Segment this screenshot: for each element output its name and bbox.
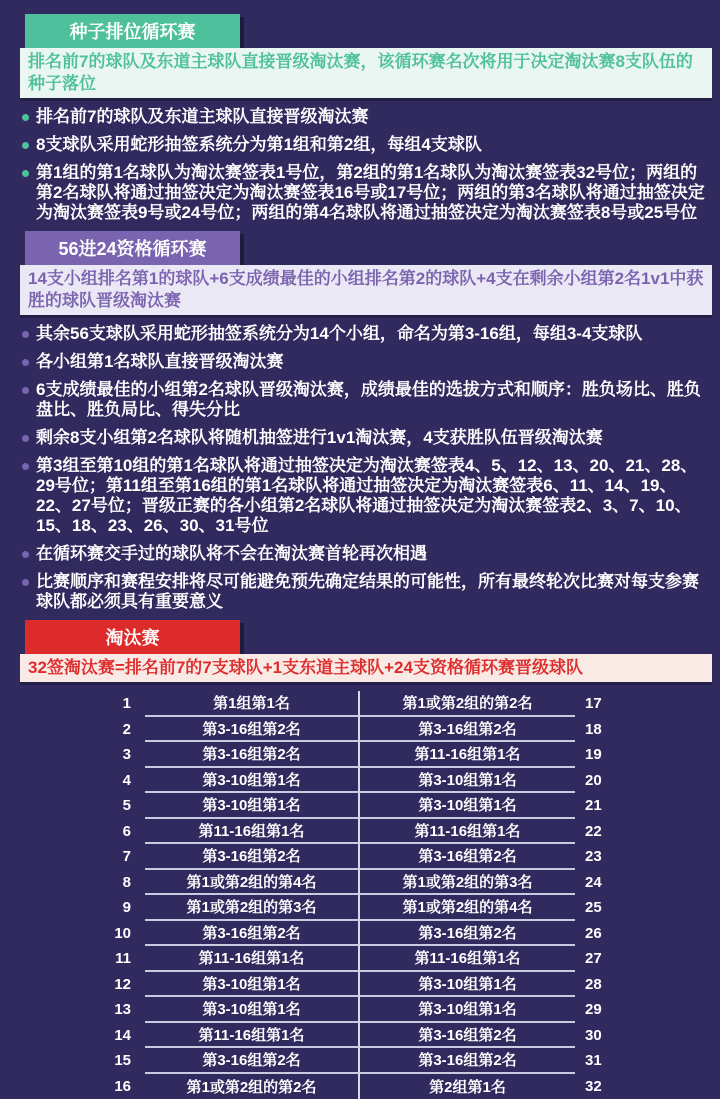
- seed-bullet-list: [0, 107, 720, 223]
- bracket-right-seed: 第3-10组第1名: [360, 997, 575, 1023]
- bracket-right-seed: 第11-16组第1名: [360, 742, 575, 768]
- bracket-slot-number-left: 11: [0, 946, 145, 972]
- bracket-right-seed: 第11-16组第1名: [360, 819, 575, 845]
- bracket-right-seed: 第1或第2组的第2名: [360, 691, 575, 717]
- bracket-row: [0, 691, 720, 717]
- bracket-row: [0, 997, 720, 1023]
- bracket-slot-number-right: 19: [575, 742, 720, 768]
- bracket-slot-number-right: 29: [575, 997, 720, 1023]
- bracket-slot-number-left: 13: [0, 997, 145, 1023]
- bracket-row: [0, 717, 720, 743]
- bracket-row: [0, 870, 720, 896]
- bullet-item: 6支成绩最佳的小组第2名球队晋级淘汰赛，成绩最佳的选拔方式和顺序：胜负场比、胜负盘比、胜负局比、得失分比: [22, 380, 708, 420]
- knockout-section-summary: 32签淘汰赛=排名前7的7支球队+1支东道主球队+24支资格循环赛晋级球队: [20, 654, 712, 682]
- bullet-item: 第1组的第1名球队为淘汰赛签表1号位，第2组的第1名球队为淘汰赛签表32号位；两组的第2名球队将通过抽签决定为淘汰赛签表16号或17号位；两组的第3名球队将通过抽签决定为淘汰赛签表9号或24号位；两组的第4名球队将通过抽签决定为淘汰赛签表8号或25号位: [22, 163, 708, 223]
- bracket-slot-number-right: 21: [575, 793, 720, 819]
- bracket-slot-number-left: 16: [0, 1074, 145, 1099]
- bracket-right-seed: 第3-16组第2名: [360, 1048, 575, 1074]
- bracket-row: [0, 819, 720, 845]
- seed-section-summary: 排名前7的球队及东道主球队直接晋级淘汰赛，该循环赛名次将用于决定淘汰赛8支队伍的种子落位: [20, 48, 712, 98]
- bullet-item: 第3组至第10组的第1名球队将通过抽签决定为淘汰赛签表4、5、12、13、20、21、28、29号位；第11组至第16组的第1名球队将通过抽签决定为淘汰赛签表6、11、14、19、22、27号位；晋级正赛的各小组第2名球队将通过抽签决定为淘汰赛签表2、3、7、10、15、18、23、26、30、31号位: [22, 456, 708, 536]
- bracket-right-seed: 第3-10组第1名: [360, 972, 575, 998]
- bracket-right-seed: 第1或第2组的第4名: [360, 895, 575, 921]
- bracket-slot-number-right: 27: [575, 946, 720, 972]
- bullet-item: 排名前7的球队及东道主球队直接晋级淘汰赛: [22, 107, 708, 127]
- bracket-right-seed: 第3-10组第1名: [360, 768, 575, 794]
- bracket-row: [0, 793, 720, 819]
- bracket-slot-number-left: 7: [0, 844, 145, 870]
- bullet-item: 剩余8支小组第2名球队将随机抽签进行1v1淘汰赛，4支获胜队伍晋级淘汰赛: [22, 428, 708, 448]
- bracket-row: [0, 768, 720, 794]
- bracket-slot-number-right: 17: [575, 691, 720, 717]
- bracket-slot-number-left: 12: [0, 972, 145, 998]
- bracket-slot-number-left: 5: [0, 793, 145, 819]
- bracket-right-seed: 第11-16组第1名: [360, 946, 575, 972]
- bracket-slot-number-right: 31: [575, 1048, 720, 1074]
- knockout-section-header: 淘汰赛: [25, 620, 240, 654]
- bracket-right-seed: 第3-16组第2名: [360, 1023, 575, 1049]
- bracket-slot-number-left: 1: [0, 691, 145, 717]
- knockout-bracket-table: [0, 691, 720, 1099]
- qualifier-bullet-list: [0, 324, 720, 612]
- bracket-slot-number-right: 22: [575, 819, 720, 845]
- bracket-slot-number-left: 9: [0, 895, 145, 921]
- bracket-left-seed: 第1组第1名: [145, 691, 360, 717]
- bracket-slot-number-right: 32: [575, 1074, 720, 1099]
- bracket-left-seed: 第3-16组第2名: [145, 921, 360, 947]
- bracket-row: [0, 742, 720, 768]
- bracket-slot-number-left: 6: [0, 819, 145, 845]
- bracket-right-seed: 第3-16组第2名: [360, 844, 575, 870]
- bracket-left-seed: 第1或第2组的第4名: [145, 870, 360, 896]
- section-knockout: [0, 620, 720, 1099]
- bracket-left-seed: 第3-10组第1名: [145, 972, 360, 998]
- bracket-slot-number-right: 28: [575, 972, 720, 998]
- bracket-slot-number-right: 24: [575, 870, 720, 896]
- section-seed-round-robin: [0, 14, 720, 223]
- bracket-left-seed: 第3-16组第2名: [145, 1048, 360, 1074]
- bullet-item: 8支球队采用蛇形抽签系统分为第1组和第2组，每组4支球队: [22, 135, 708, 155]
- bracket-left-seed: 第3-16组第2名: [145, 844, 360, 870]
- bracket-left-seed: 第11-16组第1名: [145, 946, 360, 972]
- bracket-left-seed: 第3-10组第1名: [145, 997, 360, 1023]
- bracket-row: [0, 972, 720, 998]
- bracket-slot-number-left: 15: [0, 1048, 145, 1074]
- bullet-item: 其余56支球队采用蛇形抽签系统分为14个小组，命名为第3-16组，每组3-4支球队: [22, 324, 708, 344]
- bracket-left-seed: 第1或第2组的第3名: [145, 895, 360, 921]
- bracket-left-seed: 第1或第2组的第2名: [145, 1074, 360, 1099]
- bracket-row: [0, 921, 720, 947]
- bracket-slot-number-right: 30: [575, 1023, 720, 1049]
- bracket-row: [0, 946, 720, 972]
- bracket-left-seed: 第3-16组第2名: [145, 717, 360, 743]
- bracket-slot-number-left: 10: [0, 921, 145, 947]
- bracket-left-seed: 第11-16组第1名: [145, 1023, 360, 1049]
- bracket-row: [0, 1074, 720, 1099]
- section-qualifier-round-robin: [0, 231, 720, 612]
- bracket-right-seed: 第3-16组第2名: [360, 717, 575, 743]
- qualifier-section-header: 56进24资格循环赛: [25, 231, 240, 265]
- bracket-row: [0, 895, 720, 921]
- bullet-item: 在循环赛交手过的球队将不会在淘汰赛首轮再次相遇: [22, 544, 708, 564]
- bracket-right-seed: 第3-10组第1名: [360, 793, 575, 819]
- bracket-left-seed: 第3-10组第1名: [145, 768, 360, 794]
- bracket-slot-number-left: 14: [0, 1023, 145, 1049]
- bracket-left-seed: 第11-16组第1名: [145, 819, 360, 845]
- bullet-item: 各小组第1名球队直接晋级淘汰赛: [22, 352, 708, 372]
- bracket-left-seed: 第3-10组第1名: [145, 793, 360, 819]
- bracket-slot-number-left: 3: [0, 742, 145, 768]
- bracket-right-seed: 第2组第1名: [360, 1074, 575, 1099]
- seed-section-header: 种子排位循环赛: [25, 14, 240, 48]
- bracket-slot-number-left: 8: [0, 870, 145, 896]
- bracket-row: [0, 1048, 720, 1074]
- bracket-slot-number-left: 4: [0, 768, 145, 794]
- bracket-slot-number-right: 26: [575, 921, 720, 947]
- bracket-slot-number-right: 18: [575, 717, 720, 743]
- bracket-slot-number-right: 23: [575, 844, 720, 870]
- bracket-right-seed: 第1或第2组的第3名: [360, 870, 575, 896]
- bracket-left-seed: 第3-16组第2名: [145, 742, 360, 768]
- qualifier-section-summary: 14支小组排名第1的球队+6支成绩最佳的小组排名第2的球队+4支在剩余小组第2名1v1中获胜的球队晋级淘汰赛: [20, 265, 712, 315]
- bracket-slot-number-right: 20: [575, 768, 720, 794]
- bracket-slot-number-right: 25: [575, 895, 720, 921]
- bracket-right-seed: 第3-16组第2名: [360, 921, 575, 947]
- bullet-item: 比赛顺序和赛程安排将尽可能避免预先确定结果的可能性，所有最终轮次比赛对每支参赛球队都必须具有重要意义: [22, 572, 708, 612]
- bracket-slot-number-left: 2: [0, 717, 145, 743]
- bracket-row: [0, 1023, 720, 1049]
- bracket-row: [0, 844, 720, 870]
